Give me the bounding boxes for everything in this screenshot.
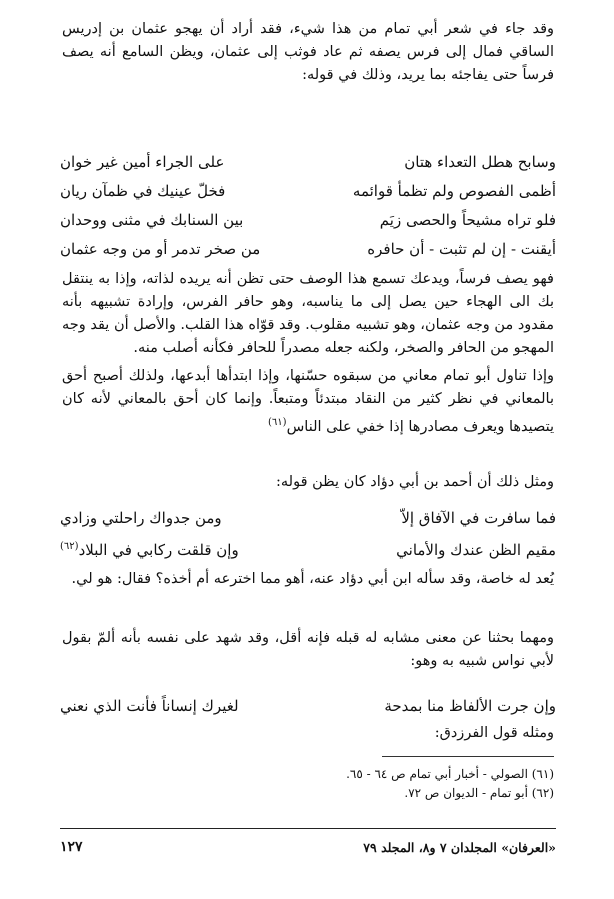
verse-line — [60, 176, 556, 206]
journal-citation: «العرفان» المجلدان ٧ و٨، المجلد ٧٩ — [363, 839, 556, 855]
verse-line — [60, 503, 556, 533]
footnote-ref: (٦١) — [268, 417, 287, 428]
verse-line — [60, 234, 556, 264]
footnote: (٦٢) أبو تمام - الديوان ص ٧٢. — [404, 786, 554, 800]
paragraph-abu-nuwas: ومهما بحثنا عن معنى مشابه له قبله فإنه أقل، وقد شهد على نفسه بأنه ألمّ بقول لأبي نواس شبيه به وهو: — [62, 630, 554, 669]
verse-second-hemistich: ومن جدواك راحلتي وزادي — [60, 509, 222, 527]
footnote-ref: (٦٢) — [60, 541, 79, 552]
verse-first-hemistich: أيقنت - إن لم تثبت - أن حافره — [367, 240, 556, 258]
footer-divider — [60, 828, 556, 829]
verse-line — [60, 691, 556, 721]
verse-first-hemistich: وسابح هطل التعداء هتان — [404, 153, 556, 171]
verse-first-hemistich: مقيم الظن عندك والأماني — [396, 541, 556, 559]
verse-second-hemistich — [60, 541, 239, 559]
verse-first-hemistich: أظمى الفصوص ولم تظمأ قوائمه — [352, 182, 556, 200]
paragraph-analysis: فهو يصف فرساً، ويدعك تسمع هذا الوصف حتى تظن أنه يريده لذاته، وإذا به ينتقل بك الى الهجاء حين يصل إلى ما يناسبه، وهو حافر الفرس، وإرادة تشبيهه بأنه مقدود من وجه عثمان، وهو تشبيه مقلوب. وقد قوّاه هذا القلب. والأصل أن يقد وجه المهجو من الحافر والصخر، ولكنه جعله مصدراً للحافر فكأنه أصلب منه. — [62, 271, 554, 356]
page-footer — [60, 836, 556, 858]
page-number: ١٢٧ — [60, 839, 83, 855]
paragraph-intro: وقد جاء في شعر أبي تمام من هذا شيء، فقد أراد أن يهجو عثمان بن إدريس الساقي فمال إلى فرس يصفه ثم عاد فوثب إلى عثمان، ويظن السامع أنه يصف فرساً حتى يفاجئه بما يريد، وذلك في قوله: — [62, 21, 554, 83]
verse-first-hemistich: فما سافرت في الآفاق إلاّ — [401, 509, 556, 527]
verse-first-hemistich: فلو تراه مشيحاً والحصى زيَم — [379, 211, 556, 229]
paragraph-authorship: يُعد له خاصة، وقد سأله ابن أبي دؤاد عنه، أهو مما اخترعه أم أخذه؟ فقال: هو لي. — [71, 571, 554, 587]
paragraph-abu-tammam — [62, 365, 554, 439]
footnote: (٦١) الصولي - أخبار أبي تمام ص ٦٤ - ٦٥. — [346, 767, 554, 781]
footnote-divider — [382, 756, 554, 757]
verse-line — [60, 147, 556, 177]
verse-second-hemistich: فخلّ عينيك في ظمآن ريان — [60, 182, 226, 200]
verse-first-hemistich: وإن جرت الألفاظ منا بمدحة — [384, 697, 556, 715]
paragraph-text: وإذا تناول أبو تمام معاني من سبقوه حسّنها، وإذا ابتدأها أبدعها، ولذلك أصبح أحق بالمعاني في نظر كثير من النقاد مبتدئاً ومتبعاً. وإنما كان أحق بالمعاني لأنه كان يتصيدها ويعرف مصادرها إذا خفي على الناس — [62, 368, 554, 435]
verse-second-hemistich: لغيرك إنساناً فأنت الذي نعني — [60, 697, 239, 715]
verse-second-hemistich: على الجراء أمين غير خوان — [60, 153, 225, 171]
verse-line — [60, 205, 556, 235]
verse-second-hemistich: بين السنابك في مثنى ووحدان — [60, 211, 244, 229]
paragraph-farazdaq: ومثله قول الفرزدق: — [434, 725, 554, 741]
hemistich-text: وإن قلقت ركابي في البلاد — [78, 541, 239, 559]
paragraph-ibn-abi-duad: ومثل ذلك أن أحمد بن أبي دؤاد كان يظن قوله: — [276, 474, 554, 490]
verse-second-hemistich: من صخر تدمر أو من وجه عثمان — [60, 240, 261, 258]
verse-line — [60, 535, 556, 565]
